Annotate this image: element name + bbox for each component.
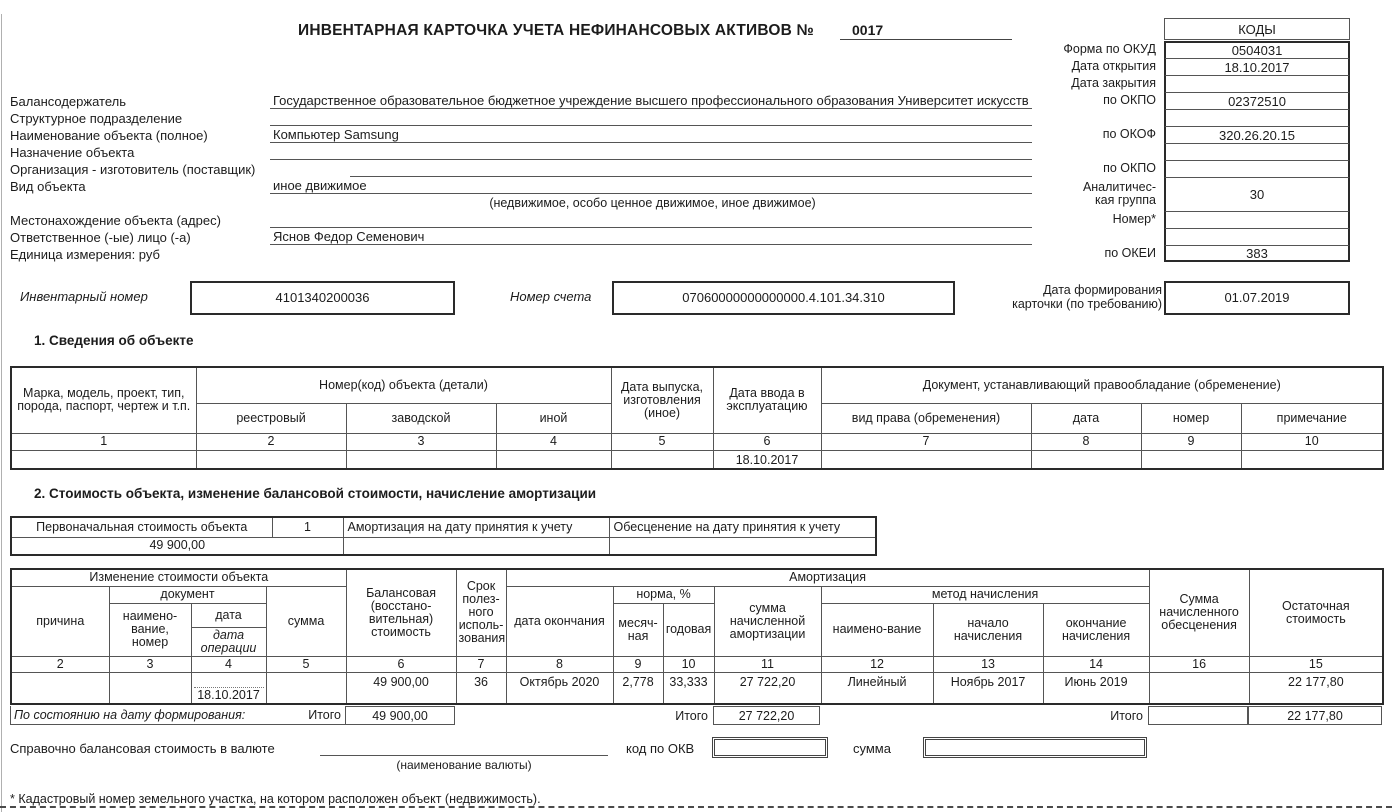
field-value: иное движимое — [270, 178, 1032, 194]
totals-balance: 49 900,00 — [345, 706, 455, 725]
page-left-edge — [1, 14, 2, 812]
okv-code-label: код по ОКВ — [626, 741, 695, 756]
col-header: Сумма начисленного обесценения — [1149, 569, 1249, 656]
totals-note: По состоянию на дату формирования: — [10, 706, 265, 725]
code-value: 320.26.20.15 — [1164, 126, 1350, 143]
col-header: заводской — [346, 403, 496, 433]
field-label: Единица измерения: руб — [10, 247, 160, 262]
field-label: Наименование объекта (полное) — [10, 128, 208, 143]
code-row — [1014, 58, 1350, 75]
inventory-number-box: 4101340200036 — [190, 281, 455, 315]
col-header: Дата ввода в эксплуатацию — [713, 367, 821, 433]
field-value: Государственное образовательное бюджетное учреждение высшего профессионального образования Университет искусств — [270, 93, 1032, 109]
totals-row — [10, 706, 1382, 725]
code-label: Дата открытия — [1071, 59, 1156, 73]
code-label: по ОКПО — [1103, 161, 1156, 175]
field-row — [10, 109, 1032, 126]
col-header: Балансовая (восстано-вительная) стоимость — [346, 569, 456, 656]
currency-name-hint: (наименование валюты) — [396, 758, 532, 772]
field-label: Организация - изготовитель (поставщик) — [10, 162, 256, 177]
col-header: Амортизация на дату принятия к учету — [343, 517, 609, 537]
code-label: Аналитичес-кая группа — [1082, 180, 1156, 207]
sum-label: сумма — [853, 741, 891, 756]
code-label: Номер* — [1112, 212, 1156, 226]
code-row — [1014, 41, 1350, 58]
okv-code-box — [712, 737, 828, 758]
field-row — [10, 211, 1032, 228]
code-row — [1014, 109, 1350, 126]
currency-ref-label: Справочно балансовая стоимость в валюте — [10, 741, 275, 756]
col-header: дата — [191, 603, 266, 627]
code-value — [1164, 211, 1350, 228]
field-hint-row — [10, 194, 1032, 211]
useful-life-value: 36 — [456, 672, 506, 704]
col-header: Изменение стоимости объекта — [11, 569, 346, 586]
col-header: иной — [496, 403, 611, 433]
accrual-start-value: Ноябрь 2017 — [933, 672, 1043, 704]
section2-title: 2. Стоимость объекта, изменение балансовой стоимости, начисление амортизации — [34, 486, 597, 501]
operation-date-cell: 18.10.2017 — [191, 672, 266, 704]
col-header: годовая — [663, 603, 714, 656]
col-header: вид права (обременения) — [821, 403, 1031, 433]
table-row — [11, 537, 876, 555]
code-value: 18.10.2017 — [1164, 58, 1350, 75]
col-header: Первоначальная стоимость объекта — [11, 517, 272, 537]
col-header: Документ, устанавливающий правообладание (обременение) — [821, 367, 1383, 403]
field-row — [10, 160, 1032, 177]
column-number-row: 1 2 3 4 5 6 7 8 9 10 — [11, 433, 1383, 450]
monthly-rate-value: 2,778 — [613, 672, 663, 704]
col-header: наимено-вание — [821, 603, 933, 656]
field-label: Ответственное (-ые) лицо (-а) — [10, 230, 191, 245]
col-header: реестровый — [196, 403, 346, 433]
code-row — [1014, 228, 1350, 245]
totals-impairment — [1148, 706, 1248, 725]
totals-itogo-label: Итого — [265, 706, 345, 725]
totals-residual: 22 177,80 — [1248, 706, 1382, 725]
initial-cost-table — [10, 516, 877, 556]
field-value — [270, 125, 1032, 126]
code-value: 30 — [1164, 177, 1350, 211]
initial-cost-value: 49 900,00 — [11, 537, 343, 555]
object-kind-hint: (недвижимое, особо ценное движимое, иное движимое) — [489, 196, 816, 210]
col-header: наимено-вание, номер — [109, 603, 191, 656]
field-label: Балансодержатель — [10, 94, 126, 109]
code-label: Форма по ОКУД — [1063, 42, 1156, 56]
field-value — [270, 227, 1032, 228]
object-info-table — [10, 366, 1384, 470]
column-number-row: 2 3 4 5 6 7 8 9 10 11 12 13 14 16 15 — [11, 656, 1383, 672]
card-date-label: Дата формирования карточки (по требованию) — [1012, 283, 1162, 311]
totals-itogo-label: Итого — [1110, 708, 1143, 723]
col-header: дата — [1031, 403, 1141, 433]
col-header: Марка, модель, проект, тип, порода, паспорт, чертеж и т.п. — [11, 367, 196, 433]
code-label — [1014, 228, 1164, 245]
field-value — [350, 176, 1032, 177]
codes-header: КОДЫ — [1164, 18, 1350, 40]
field-label: Местонахождение объекта (адрес) — [10, 213, 221, 228]
cadastral-footnote: * Кадастровый номер земельного участка, на котором расположен объект (недвижимость). — [10, 792, 541, 806]
col-header: сумма — [266, 586, 346, 656]
amortization-sum-value: 27 722,20 — [714, 672, 821, 704]
col-header: Срок полез-ного исполь-зования — [456, 569, 506, 656]
code-value: 0504031 — [1164, 41, 1350, 58]
residual-value: 22 177,80 — [1249, 672, 1383, 704]
col-header: документ — [109, 586, 266, 603]
header-fields — [10, 92, 1032, 262]
account-number-box: 07060000000000000.4.101.34.310 — [612, 281, 955, 315]
col-header: Амортизация — [506, 569, 1149, 586]
col-header: месяч-ная — [613, 603, 663, 656]
code-row — [1014, 126, 1350, 143]
col-header: дата операции — [191, 627, 266, 656]
code-value — [1164, 228, 1350, 245]
field-label: Вид объекта — [10, 179, 86, 194]
field-row — [10, 92, 1032, 109]
method-name-value: Линейный — [821, 672, 933, 704]
code-value — [1164, 75, 1350, 92]
col-header: Остаточная стоимость — [1249, 569, 1383, 656]
col-header: окончание начисления — [1043, 603, 1149, 656]
end-date-value: Октябрь 2020 — [506, 672, 613, 704]
currency-name-line — [320, 737, 608, 756]
code-row — [1014, 143, 1350, 160]
field-value: Яснов Федор Семенович — [270, 229, 1032, 245]
account-number-label: Номер счета — [510, 289, 592, 304]
table-row — [11, 450, 1383, 469]
col-header: метод начисления — [821, 586, 1149, 603]
yearly-rate-value: 33,333 — [663, 672, 714, 704]
commissioning-date-value: 18.10.2017 — [713, 450, 821, 469]
page-title: ИНВЕНТАРНАЯ КАРТОЧКА УЧЕТА НЕФИНАНСОВЫХ АКТИВОВ № — [298, 22, 815, 39]
col-header: начало начисления — [933, 603, 1043, 656]
code-label: Дата закрытия — [1071, 76, 1156, 90]
code-value: 383 — [1164, 245, 1350, 262]
col-header: 1 — [272, 517, 343, 537]
field-row — [10, 126, 1032, 143]
col-header: номер — [1141, 403, 1241, 433]
codes-table — [1014, 41, 1350, 262]
amortization-table — [10, 568, 1384, 705]
title-row — [298, 22, 1012, 40]
code-value: 02372510 — [1164, 92, 1350, 109]
card-date-box: 01.07.2019 — [1164, 281, 1350, 315]
totals-amortization: 27 722,20 — [713, 706, 820, 725]
code-label — [1014, 143, 1164, 160]
code-value — [1164, 143, 1350, 160]
col-header: примечание — [1241, 403, 1383, 433]
sum-box — [923, 737, 1147, 758]
accrual-end-value: Июнь 2019 — [1043, 672, 1149, 704]
col-header: Номер(код) объекта (детали) — [196, 367, 611, 403]
page-cut-line — [0, 806, 1392, 808]
col-header: Обесценение на дату принятия к учету — [609, 517, 876, 537]
table-row — [11, 672, 1383, 704]
card-number: 0017 — [840, 22, 1012, 40]
code-row — [1014, 160, 1350, 177]
code-row — [1014, 75, 1350, 92]
code-label: по ОКОФ — [1102, 127, 1156, 141]
code-label — [1014, 109, 1164, 126]
code-label: по ОКЕИ — [1104, 246, 1156, 260]
field-row — [10, 143, 1032, 160]
code-label: по ОКПО — [1103, 93, 1156, 107]
code-row — [1014, 245, 1350, 262]
code-value — [1164, 160, 1350, 177]
inventory-number-label: Инвентарный номер — [20, 289, 148, 304]
field-row — [10, 228, 1032, 245]
field-label: Назначение объекта — [10, 145, 135, 160]
col-header: норма, % — [613, 586, 714, 603]
code-row — [1014, 177, 1350, 211]
balance-value: 49 900,00 — [346, 672, 456, 704]
totals-itogo-label: Итого — [675, 708, 708, 723]
field-value — [270, 159, 1032, 160]
field-label: Структурное подразделение — [10, 111, 183, 126]
col-header: Дата выпуска, изготовления (иное) — [611, 367, 713, 433]
code-row — [1014, 211, 1350, 228]
col-header: причина — [11, 586, 109, 656]
col-header: сумма начисленной амортизации — [714, 586, 821, 656]
code-row — [1014, 92, 1350, 109]
field-row — [10, 177, 1032, 194]
field-row — [10, 245, 1032, 262]
code-value — [1164, 109, 1350, 126]
field-value: Компьютер Samsung — [270, 127, 1032, 143]
section1-title: 1. Сведения об объекте — [34, 333, 194, 348]
col-header: дата окончания — [506, 586, 613, 656]
